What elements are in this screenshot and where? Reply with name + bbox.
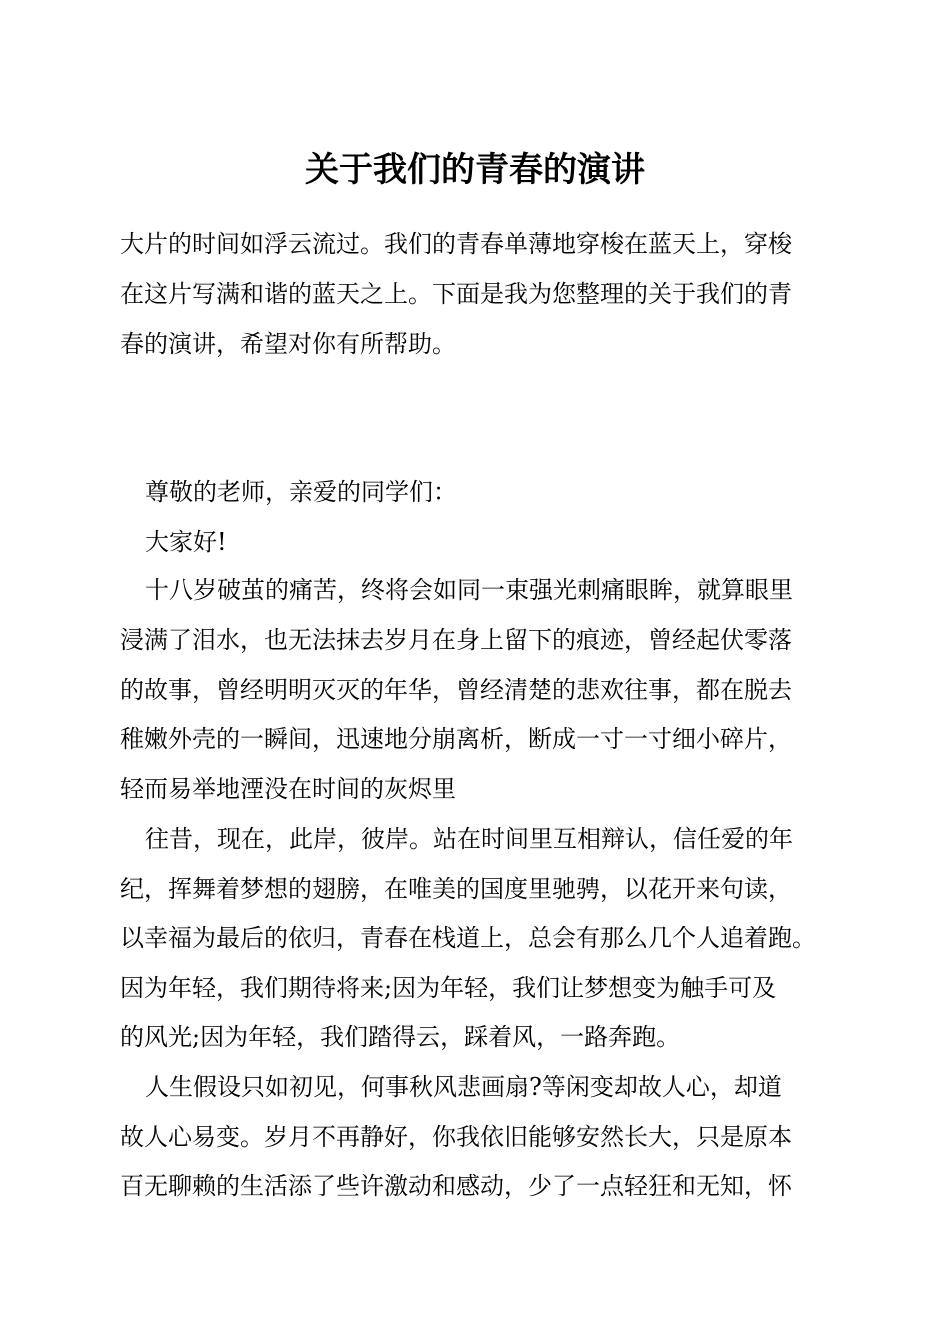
paragraph-line: 百无聊赖的生活添了些许激动和感动，少了一点轻狂和无知，怀	[120, 1172, 792, 1200]
intro-line: 在这片写满和谐的蓝天之上。下面是我为您整理的关于我们的青	[120, 280, 792, 308]
paragraph-line: 故人心易变。岁月不再静好，你我依旧能够安然长大，只是原本	[120, 1123, 792, 1151]
intro-line: 春的演讲，希望对你有所帮助。	[120, 330, 456, 358]
document-title: 关于我们的青春的演讲	[305, 150, 645, 190]
paragraph-line: 稚嫩外壳的一瞬间，迅速地分崩离析，断成一寸一寸细小碎片，	[120, 725, 792, 753]
greeting-line: 大家好!	[145, 528, 227, 556]
salutation: 尊敬的老师，亲爱的同学们：	[145, 478, 457, 506]
paragraph-line: 的风光;因为年轻，我们踏得云，踩着风，一路奔跑。	[120, 1023, 681, 1051]
paragraph-line: 人生假设只如初见，何事秋风悲画扇?等闲变却故人心，却道	[145, 1073, 782, 1101]
paragraph-line: 浸满了泪水，也无法抹去岁月在身上留下的痕迹，曾经起伏零落	[120, 626, 792, 654]
paragraph-line: 纪，挥舞着梦想的翅膀，在唯美的国度里驰骋，以花开来句读，	[120, 875, 792, 903]
paragraph-line: 以幸福为最后的依归，青春在栈道上，总会有那么几个人追着跑。	[120, 924, 816, 952]
paragraph-line: 的故事，曾经明明灭灭的年华，曾经清楚的悲欢往事，都在脱去	[120, 676, 792, 704]
paragraph-line: 往昔，现在，此岸，彼岸。站在时间里互相辩认，信任爱的年	[145, 825, 793, 853]
paragraph-line: 轻而易举地湮没在时间的灰烬里	[120, 775, 456, 803]
paragraph-line: 十八岁破茧的痛苦，终将会如同一束强光刺痛眼眸，就算眼里	[145, 576, 793, 604]
intro-line: 大片的时间如浮云流过。我们的青春单薄地穿梭在蓝天上，穿梭	[120, 230, 792, 258]
paragraph-line: 因为年轻，我们期待将来;因为年轻，我们让梦想变为触手可及	[120, 974, 777, 1002]
